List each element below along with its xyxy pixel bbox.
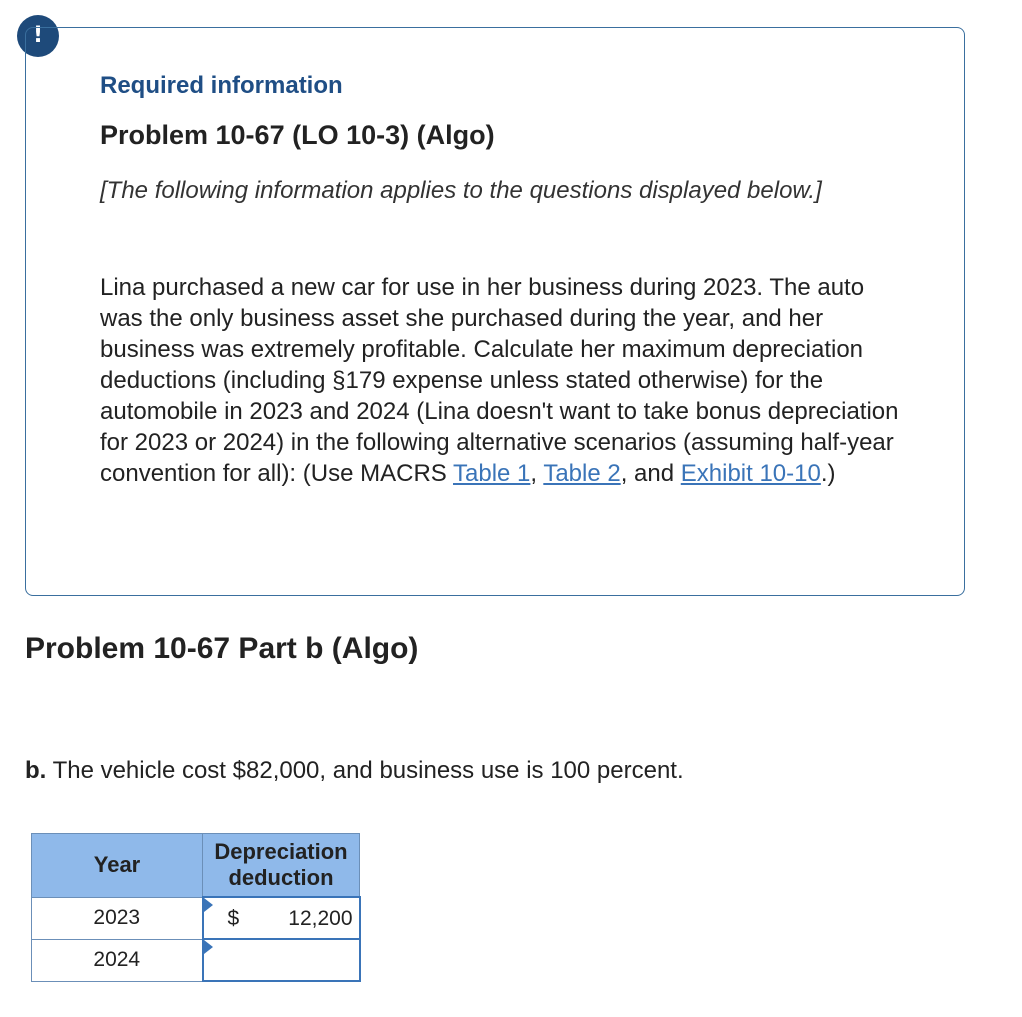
separator-1: ,	[530, 460, 544, 487]
year-cell-2024: 2024	[32, 939, 203, 981]
answer-marker-icon	[204, 940, 213, 954]
required-information-heading: Required information	[100, 72, 343, 99]
depreciation-column-header: Depreciation deduction	[203, 834, 360, 898]
answer-marker-icon	[204, 898, 213, 912]
part-letter: b.	[25, 757, 47, 784]
separator-2: , and	[620, 460, 681, 487]
year-column-header: Year	[32, 834, 203, 898]
part-question-text: The vehicle cost $82,000, and business use is 100 percent.	[46, 757, 684, 784]
exhibit-10-10-link[interactable]: Exhibit 10-10	[680, 460, 821, 487]
alert-icon: !	[17, 15, 59, 57]
applies-note: [The following information applies to the questions displayed below.]	[100, 177, 822, 204]
depreciation-value: 12,200	[288, 907, 353, 930]
part-question	[25, 757, 684, 785]
depreciation-input-2024[interactable]	[203, 939, 360, 981]
table-1-link[interactable]: Table 1	[453, 460, 531, 487]
table-header-row	[32, 834, 360, 898]
table-row	[32, 897, 360, 939]
depreciation-input-2023[interactable]	[203, 897, 360, 939]
closing-text: .)	[820, 460, 836, 487]
part-title: Problem 10-67 Part b (Algo)	[25, 632, 419, 665]
currency-symbol: $	[227, 907, 240, 930]
scenario-text: Lina purchased a new car for use in her business during 2023. The auto was the only business asset she purchased during the year, and her business was extremely profitable. Calculate her maximum depreciation deductions (including §179 expense unless stated otherwise) for the automobile in 2023 and 2024 (Lina doesn't want to take bonus depreciation for 2023 or 2024) in the following alternative scenarios (assuming half-year convention for all): (Use MACRS	[100, 274, 899, 487]
table-row	[32, 939, 360, 981]
depreciation-table	[31, 833, 361, 982]
table-2-link[interactable]: Table 2	[543, 460, 621, 487]
year-cell-2023: 2023	[32, 897, 203, 939]
problem-title: Problem 10-67 (LO 10-3) (Algo)	[100, 120, 495, 150]
scenario-paragraph	[100, 272, 900, 489]
